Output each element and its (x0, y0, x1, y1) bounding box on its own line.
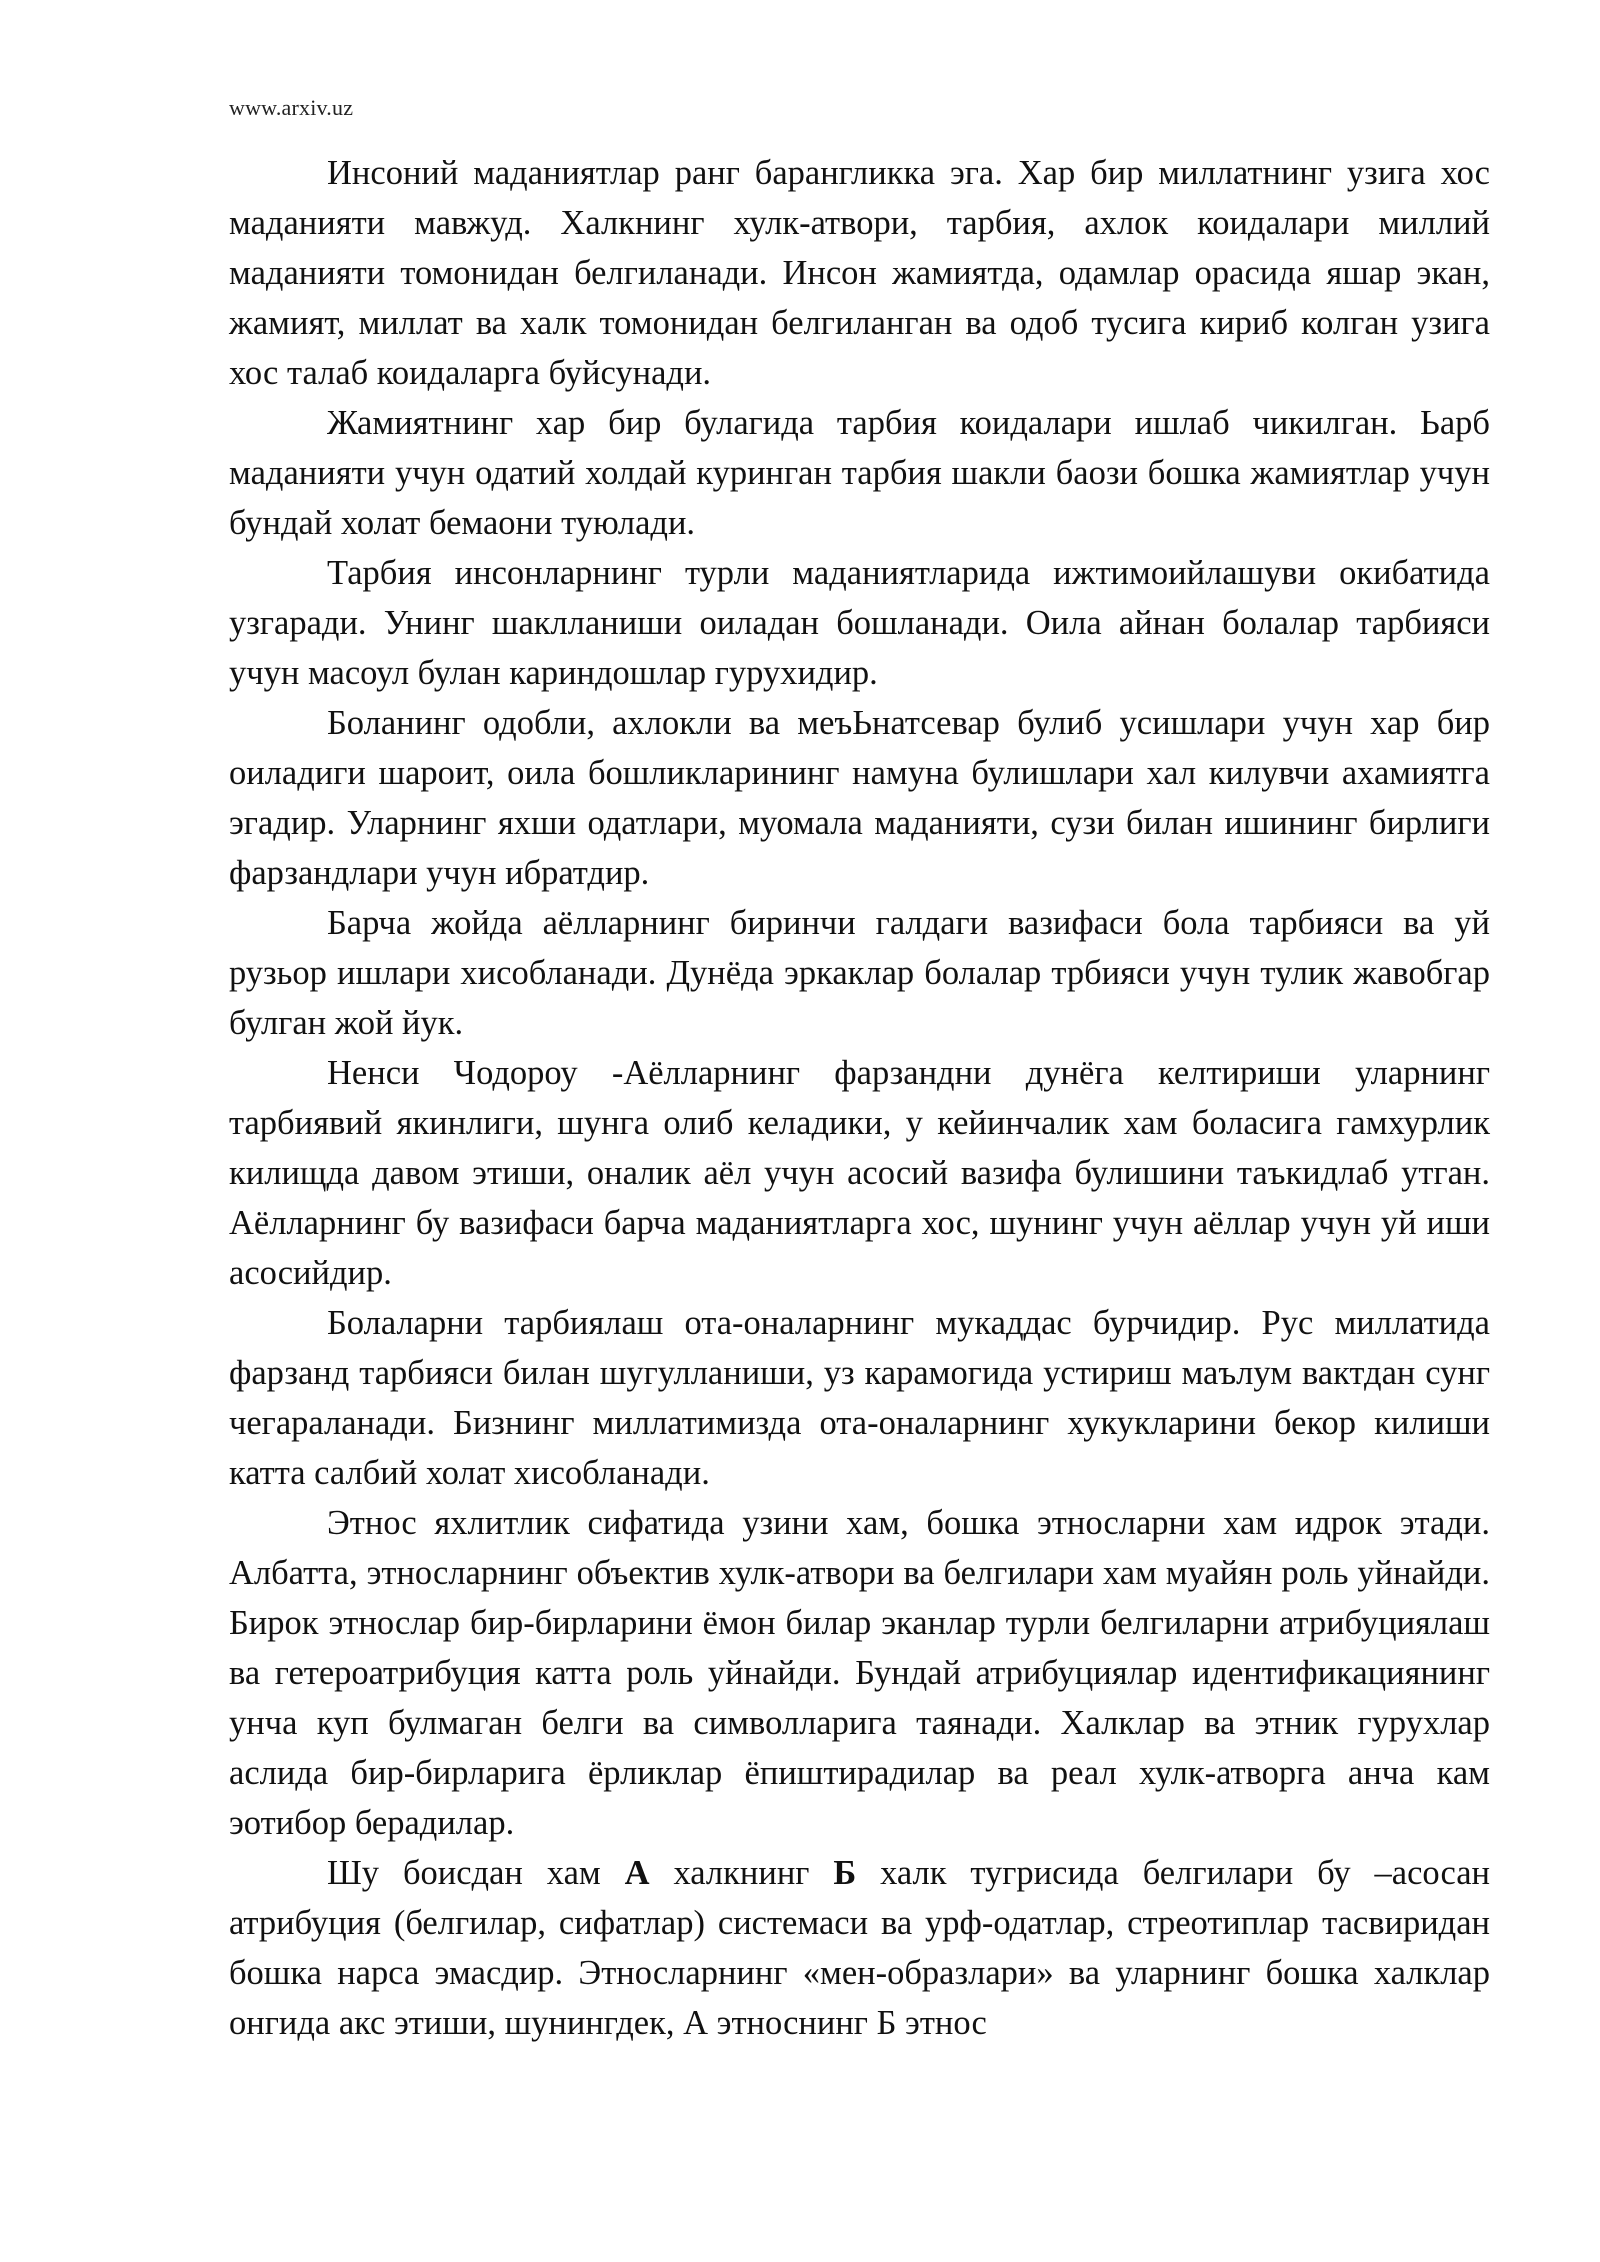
page-header-site: www.arxiv.uz (229, 95, 354, 120)
paragraph-9-part2: халкнинг (649, 1854, 834, 1892)
paragraph-9-bold-b: Б (833, 1854, 857, 1892)
paragraph-5: Барча жойда аёлларнинг биринчи галдаги вазифаси бола тарбияси ва уй рузьор ишлари хисобланади. Дунёда эркаклар болалар трбияси учун тулик жавобгар булган жой йук. (229, 904, 1490, 1042)
paragraph-3: Тарбия инсонларнинг турли маданиятларида ижтимоийлашуви окибатида узгаради. Унинг шаклланиши оиладан бошланади. Оила айнан болалар тарбияси учун масоул булан кариндошлар гурухидир. (229, 554, 1490, 692)
paragraph-8: Этнос яхлитлик сифатида узини хам, бошка этносларни хам идрок этади. Албатта, этносларнинг объектив хулк-атвори ва белгилари хам муайян роль уйнайди. Бирок этнослар бир-бирларини ёмон билар эканлар турли белгиларни атрибуциялаш ва гетероатрибуция катта роль уйнайди. Бундай атрибуциялар идентификациянинг унча куп булмаган белги ва символларига таянади. Халклар ва этник гурухлар аслида бир-бирларига ёрликлар ёпиштирадилар ва реал хулк-атворга анча кам эотибор берадилар. (229, 1504, 1490, 1842)
paragraph-7: Болаларни тарбиялаш ота-оналарнинг мукаддас бурчидир. Рус миллатида фарзанд тарбияси билан шугулланиши, уз карамогида устириш маълум вактдан сунг чегараланади. Бизнинг миллатимизда ота-оналарнинг хукукларини бекор килиши катта салбий холат хисобланади. (229, 1304, 1490, 1492)
paragraph-9-bold-a: А (624, 1854, 650, 1892)
paragraph-1: Инсоний маданиятлар ранг барангликка эга. Хар бир миллатнинг узига хос маданияти мавжуд. Халкнинг хулк-атвори, тарбия, ахлок коидалари миллий маданияти томонидан белгиланади. Инсон жамиятда, одамлар орасида яшар экан, жамият, миллат ва халк томонидан белгиланган ва одоб тусига кириб колган узига хос талаб коидаларга буйсунади. (229, 154, 1490, 392)
document-body (229, 148, 1490, 2048)
paragraph-9-part3: халк тугрисида белгилари бу –асосан атрибуция (белгилар, сифатлар) системаси ва урф-одатлар, стреотиплар тасвиридан бошка нарса эмасдир. Этносларнинг «мен-образлари» ва уларнинг бошка халклар онгида акс этиши, шунингдек, А этноснинг Б этнос (229, 1854, 1490, 2042)
paragraph-2: Жамиятнинг хар бир булагида тарбия коидалари ишлаб чикилган. Ьарб маданияти учун одатий холдай куринган тарбия шакли баози бошка жамиятлар учун бундай холат бемаони туюлади. (229, 404, 1490, 542)
paragraph-6: Ненси Чодороу -Аёлларнинг фарзандни дунёга келтириши уларнинг тарбиявий якинлиги, шунга олиб келадики, у кейинчалик хам боласига гамхурлик килищда давом этиши, оналик аёл учун асосий вазифа булишини таъкидлаб утган. Аёлларнинг бу вазифаси барча маданиятларга хос, шунинг учун аёллар учун уй иши асосийдир. (229, 1054, 1490, 1292)
paragraph-9-part1: Шу боисдан хам (327, 1854, 625, 1892)
paragraph-4: Боланинг одобли, ахлокли ва меъЬнатсевар булиб усишлари учун хар бир оиладиги шароит, оила бошликларининг намуна булишлари хал килувчи ахамиятга эгадир. Уларнинг яхши одатлари, муомала маданияти, сузи билан ишининг бирлиги фарзандлари учун ибратдир. (229, 704, 1490, 892)
paragraph-9 (229, 1848, 1490, 2048)
